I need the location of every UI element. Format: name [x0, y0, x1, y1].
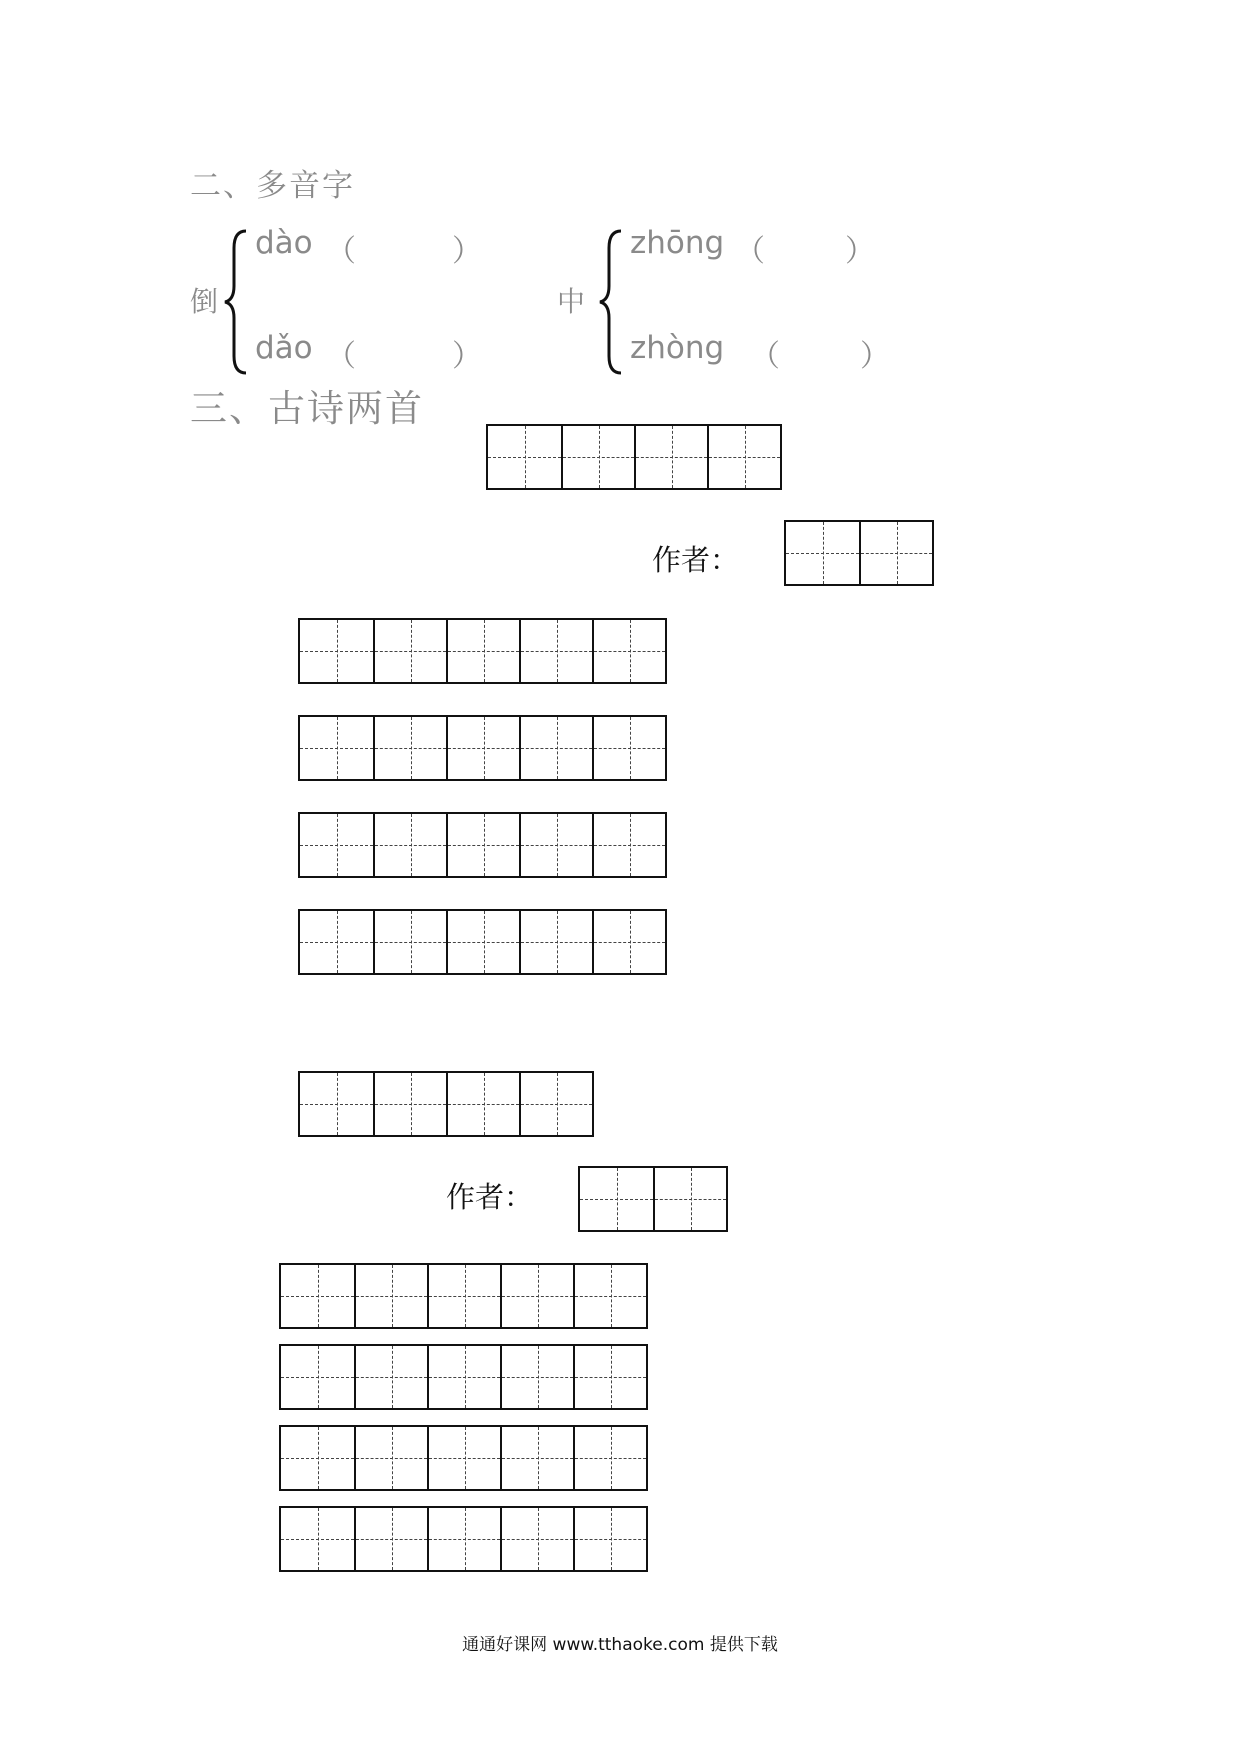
writing-cell[interactable] [580, 1168, 653, 1230]
answer-paren-close: ） [452, 234, 482, 269]
answer-paren-close: ） [860, 339, 890, 374]
writing-cell[interactable] [519, 814, 592, 876]
writing-cell[interactable] [446, 620, 519, 682]
writing-cell[interactable] [427, 1265, 500, 1327]
writing-cell[interactable] [300, 814, 373, 876]
writing-cell[interactable] [446, 717, 519, 779]
answer-paren-close: ） [845, 234, 875, 269]
writing-cell[interactable] [573, 1346, 646, 1408]
author-label: 作者： [652, 543, 740, 577]
poem-1-line-grid[interactable] [298, 909, 667, 975]
answer-paren-open: （ [750, 339, 780, 374]
writing-cell[interactable] [300, 1073, 373, 1135]
writing-cell[interactable] [592, 620, 665, 682]
answer-paren-open: （ [735, 234, 765, 269]
writing-cell[interactable] [281, 1265, 354, 1327]
writing-cell[interactable] [281, 1346, 354, 1408]
writing-cell[interactable] [427, 1346, 500, 1408]
writing-cell[interactable] [519, 911, 592, 973]
writing-cell[interactable] [653, 1168, 726, 1230]
writing-cell[interactable] [859, 522, 932, 584]
writing-cell[interactable] [427, 1508, 500, 1570]
writing-cell[interactable] [519, 717, 592, 779]
writing-cell[interactable] [373, 1073, 446, 1135]
poem-2-author-grid[interactable] [578, 1166, 728, 1232]
writing-cell[interactable] [300, 911, 373, 973]
writing-cell[interactable] [281, 1508, 354, 1570]
writing-cell[interactable] [592, 814, 665, 876]
writing-cell[interactable] [354, 1346, 427, 1408]
writing-cell[interactable] [634, 426, 707, 488]
writing-cell[interactable] [500, 1427, 573, 1489]
polyphonic-char-2: 中 [557, 285, 586, 318]
writing-cell[interactable] [786, 522, 859, 584]
pinyin-reading: zhōng [630, 225, 725, 261]
writing-cell[interactable] [592, 717, 665, 779]
writing-cell[interactable] [573, 1427, 646, 1489]
writing-cell[interactable] [592, 911, 665, 973]
section-heading-polyphonic: 二、多音字 [190, 168, 355, 204]
poem-2-line-grid[interactable] [279, 1344, 648, 1410]
writing-cell[interactable] [373, 814, 446, 876]
poem-1-author-grid[interactable] [784, 520, 934, 586]
writing-cell[interactable] [500, 1265, 573, 1327]
poem-2-line-grid[interactable] [279, 1263, 648, 1329]
answer-paren-open: （ [326, 339, 356, 374]
writing-cell[interactable] [446, 814, 519, 876]
author-label: 作者： [446, 1180, 534, 1214]
writing-cell[interactable] [446, 911, 519, 973]
poem-2-line-grid[interactable] [279, 1425, 648, 1491]
poem-1-line-grid[interactable] [298, 715, 667, 781]
writing-cell[interactable] [373, 911, 446, 973]
writing-cell[interactable] [354, 1427, 427, 1489]
writing-cell[interactable] [573, 1265, 646, 1327]
polyphonic-char-1: 倒 [190, 285, 219, 318]
writing-cell[interactable] [373, 717, 446, 779]
pinyin-reading: dào [255, 225, 313, 261]
answer-paren-close: ） [452, 339, 482, 374]
answer-paren-open: （ [326, 234, 356, 269]
poem-1-line-grid[interactable] [298, 618, 667, 684]
writing-cell[interactable] [446, 1073, 519, 1135]
writing-cell[interactable] [561, 426, 634, 488]
writing-cell[interactable] [519, 1073, 592, 1135]
writing-cell[interactable] [354, 1265, 427, 1327]
writing-cell[interactable] [354, 1508, 427, 1570]
writing-cell[interactable] [281, 1427, 354, 1489]
poem-2-line-grid[interactable] [279, 1506, 648, 1572]
writing-cell[interactable] [573, 1508, 646, 1570]
poem-2-title-grid[interactable] [298, 1071, 594, 1137]
writing-cell[interactable] [488, 426, 561, 488]
section-heading-ancient-poems: 三、古诗两首 [190, 387, 424, 430]
writing-cell[interactable] [427, 1427, 500, 1489]
writing-cell[interactable] [300, 620, 373, 682]
writing-cell[interactable] [373, 620, 446, 682]
writing-cell[interactable] [300, 717, 373, 779]
writing-cell[interactable] [500, 1508, 573, 1570]
pinyin-reading: zhòng [630, 330, 725, 366]
poem-1-title-grid[interactable] [486, 424, 782, 490]
writing-cell[interactable] [500, 1346, 573, 1408]
curly-brace-icon [597, 228, 627, 376]
curly-brace-icon [222, 228, 252, 376]
poem-1-line-grid[interactable] [298, 812, 667, 878]
writing-cell[interactable] [707, 426, 780, 488]
pinyin-reading: dǎo [255, 330, 313, 366]
writing-cell[interactable] [519, 620, 592, 682]
footer-source: 通通好课网 www.tthaoke.com 提供下载 [462, 1635, 778, 1655]
